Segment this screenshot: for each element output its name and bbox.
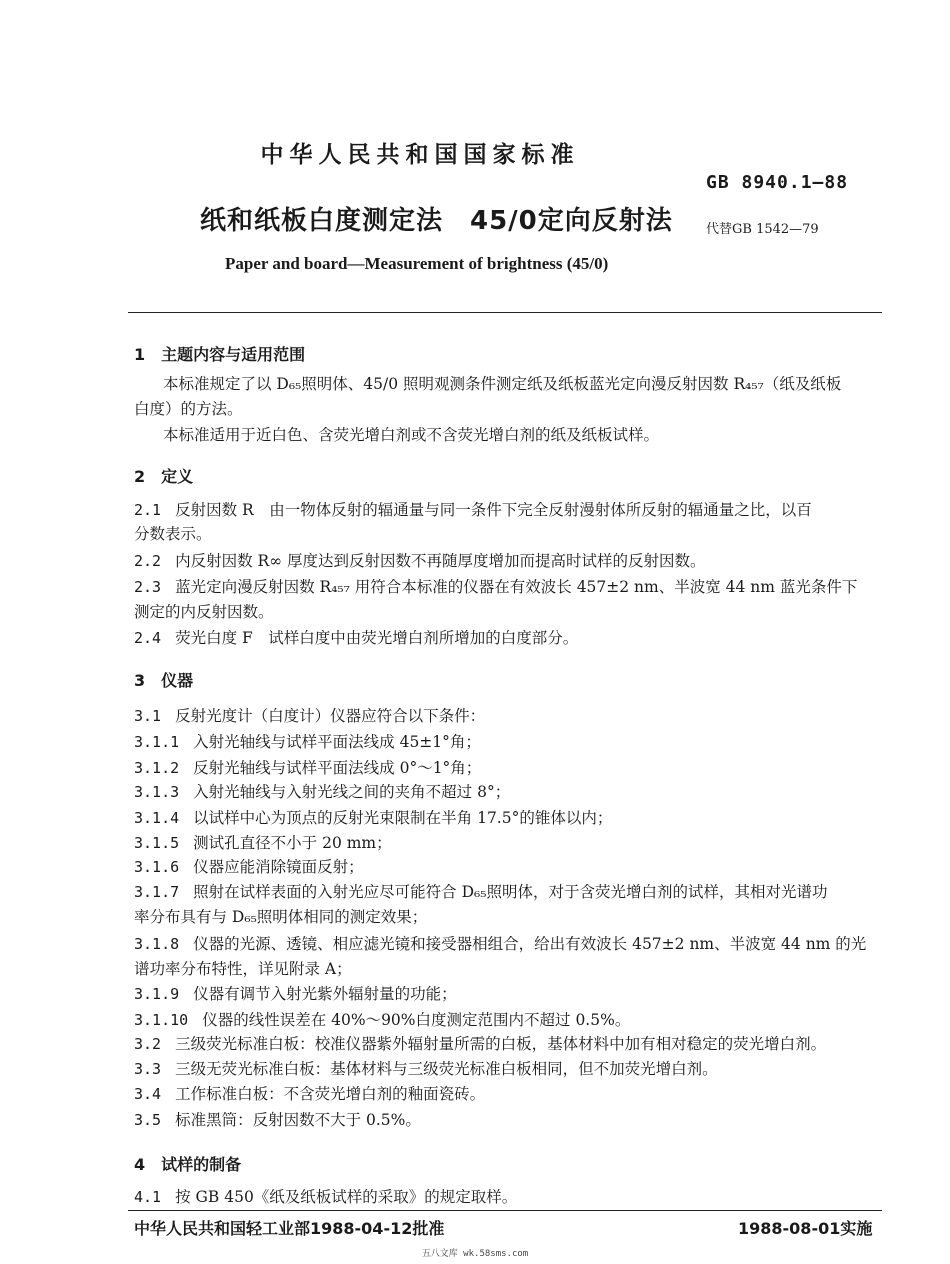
item-text: 标准黑筒：反射因数不大于 0.5%。 [175,1111,421,1129]
item-text: 以试样中心为顶点的反射光束限制在半角 17.5°的锥体以内； [193,809,613,827]
item-number: 4.1 [134,1188,162,1206]
section-1-paragraph-1a: 本标准规定了以 D₆₅照明体、45/0 照明观测条件测定纸及纸板蓝光定向漫反射因数 R₄₅₇（纸及纸板 [163,375,842,393]
definition-number: 2.3 [134,578,162,596]
section-3-item [134,1009,879,1031]
gb-number: GB 8940.1—88 [706,172,849,193]
item-text: 三级无荧光标准白板：基体材料与三级荧光标准白板相同，但不加荧光增白剂。 [175,1060,718,1078]
item-text: 入射光轴线与试样平面法线成 45±1°角； [193,733,481,751]
definition-2-3-cont: 测定的内反射因数。 [134,603,274,621]
watermark-text: 五八文库 wk.58sms.com [421,1249,529,1259]
item-number: 3.1.1 [134,733,180,751]
item-number: 3.4 [134,1085,162,1103]
item-number: 3.2 [134,1035,162,1053]
section-3-item [134,881,879,903]
section-3-item [134,1083,879,1105]
item-text: 仪器应能消除镜面反射； [193,858,364,876]
section-1-heading: 1 主题内容与适用范围 [134,345,306,364]
item-number: 3.5 [134,1111,162,1129]
section-3-item [134,856,879,878]
section-1-paragraph-1b: 白度）的方法。 [134,400,243,418]
item-text: 反射光轴线与试样平面法线成 0°～1°角； [193,759,482,777]
definition-text: 内反射因数 R∞ 厚度达到反射因数不再随厚度增加而提高时试样的反射因数。 [175,552,706,570]
item-text: 三级荧光标准白板：校准仪器紫外辐射量所需的白板，基体材料中加有相对稳定的荧光增白剂。 [175,1035,827,1053]
item-number: 3.1.3 [134,783,180,801]
item-number: 3.3 [134,1060,162,1078]
section-2-heading: 2 定义 [134,467,194,486]
item-text: 仪器的线性误差在 40%～90%白度测定范围内不超过 0.5%。 [202,1011,631,1029]
item-number: 3.1.10 [134,1011,189,1029]
item-number: 3.1.8 [134,935,180,953]
item-number: 3.1.4 [134,809,180,827]
definition-text: 蓝光定向漫反射因数 R₄₅₇ 用符合本标准的仪器在有效波长 457±2 nm、半波宽 44 nm 蓝光条件下 [175,578,858,596]
item-text: 照射在试样表面的入射光应尽可能符合 D₆₅照明体，对于含荧光增白剂的试样，其相对光谱功 [193,883,828,901]
definition-2-4 [134,627,879,649]
section-3-item [134,933,879,955]
definition-2-1-cont: 分数表示。 [134,525,212,543]
section-3-item [134,1058,879,1080]
section-3-item [134,958,879,980]
item-text: 仪器有调节入射光紫外辐射量的功能； [193,985,457,1003]
definition-number: 2.2 [134,552,162,570]
national-standard-title: 中华人民共和国国家标准 [260,142,580,168]
effective-date: 1988-08-01实施 [738,1219,873,1238]
item-text: 按 GB 450《纸及纸板试样的采取》的规定取样。 [175,1188,518,1206]
definition-text: 反射因数 R 由一物体反射的辐通量与同一条件下完全反射漫射体所反射的辐通量之比，以百 [175,501,812,519]
section-3-item [134,1033,879,1055]
item-number: 3.1.2 [134,759,180,777]
item-text: 测试孔直径不小于 20 mm； [193,834,392,852]
section-3-item [134,983,879,1005]
definition-text: 荧光白度 F 试样白度中由荧光增白剂所增加的白度部分。 [175,629,579,647]
definition-number: 2.4 [134,629,162,647]
section-4-heading: 4 试样的制备 [134,1155,242,1174]
item-text: 反射光度计（白度计）仪器应符合以下条件： [175,707,486,725]
document-title-en: Paper and board—Measurement of brightness (45/0) [225,254,609,273]
definition-2-1 [134,499,879,521]
item-text: 谱功率分布特性，详见附录 A； [134,960,352,978]
item-number: 3.1.7 [134,883,180,901]
item-4-1 [134,1186,879,1208]
item-text: 率分布具有与 D₆₅照明体相同的测定效果； [134,908,428,926]
section-3-item [134,906,879,928]
item-text: 工作标准白板：不含荧光增白剂的釉面瓷砖。 [175,1085,486,1103]
item-text: 仪器的光源、透镜、相应滤光镜和接受器相组合，给出有效波长 457±2 nm、半波宽 44 nm 的光 [193,935,867,953]
section-3-item [134,1109,879,1131]
document-title-cn: 纸和纸板白度测定法 45/0定向反射法 [200,206,673,236]
item-number: 3.1.5 [134,834,180,852]
section-3-heading: 3 仪器 [134,671,194,690]
item-number: 3.1.9 [134,985,180,1003]
footer-divider [128,1210,882,1211]
definition-2-2 [134,550,879,572]
section-3-item [134,832,879,854]
item-number: 3.1 [134,707,162,725]
section-3-item [134,807,879,829]
section-3-item [134,757,879,779]
item-text: 入射光轴线与入射光线之间的夹角不超过 8°； [193,783,511,801]
definition-number: 2.1 [134,501,162,519]
issuing-authority: 中华人民共和国轻工业部1988-04-12批准 [134,1219,445,1238]
section-3-item [134,781,879,803]
replaces-note: 代替GB 1542—79 [706,222,819,237]
section-3-item [134,731,879,753]
definition-2-3 [134,576,879,598]
header-divider [128,312,882,313]
item-number: 3.1.6 [134,858,180,876]
section-1-paragraph-2: 本标准适用于近白色、含荧光增白剂或不含荧光增白剂的纸及纸板试样。 [163,426,660,444]
section-3-item [134,705,879,727]
